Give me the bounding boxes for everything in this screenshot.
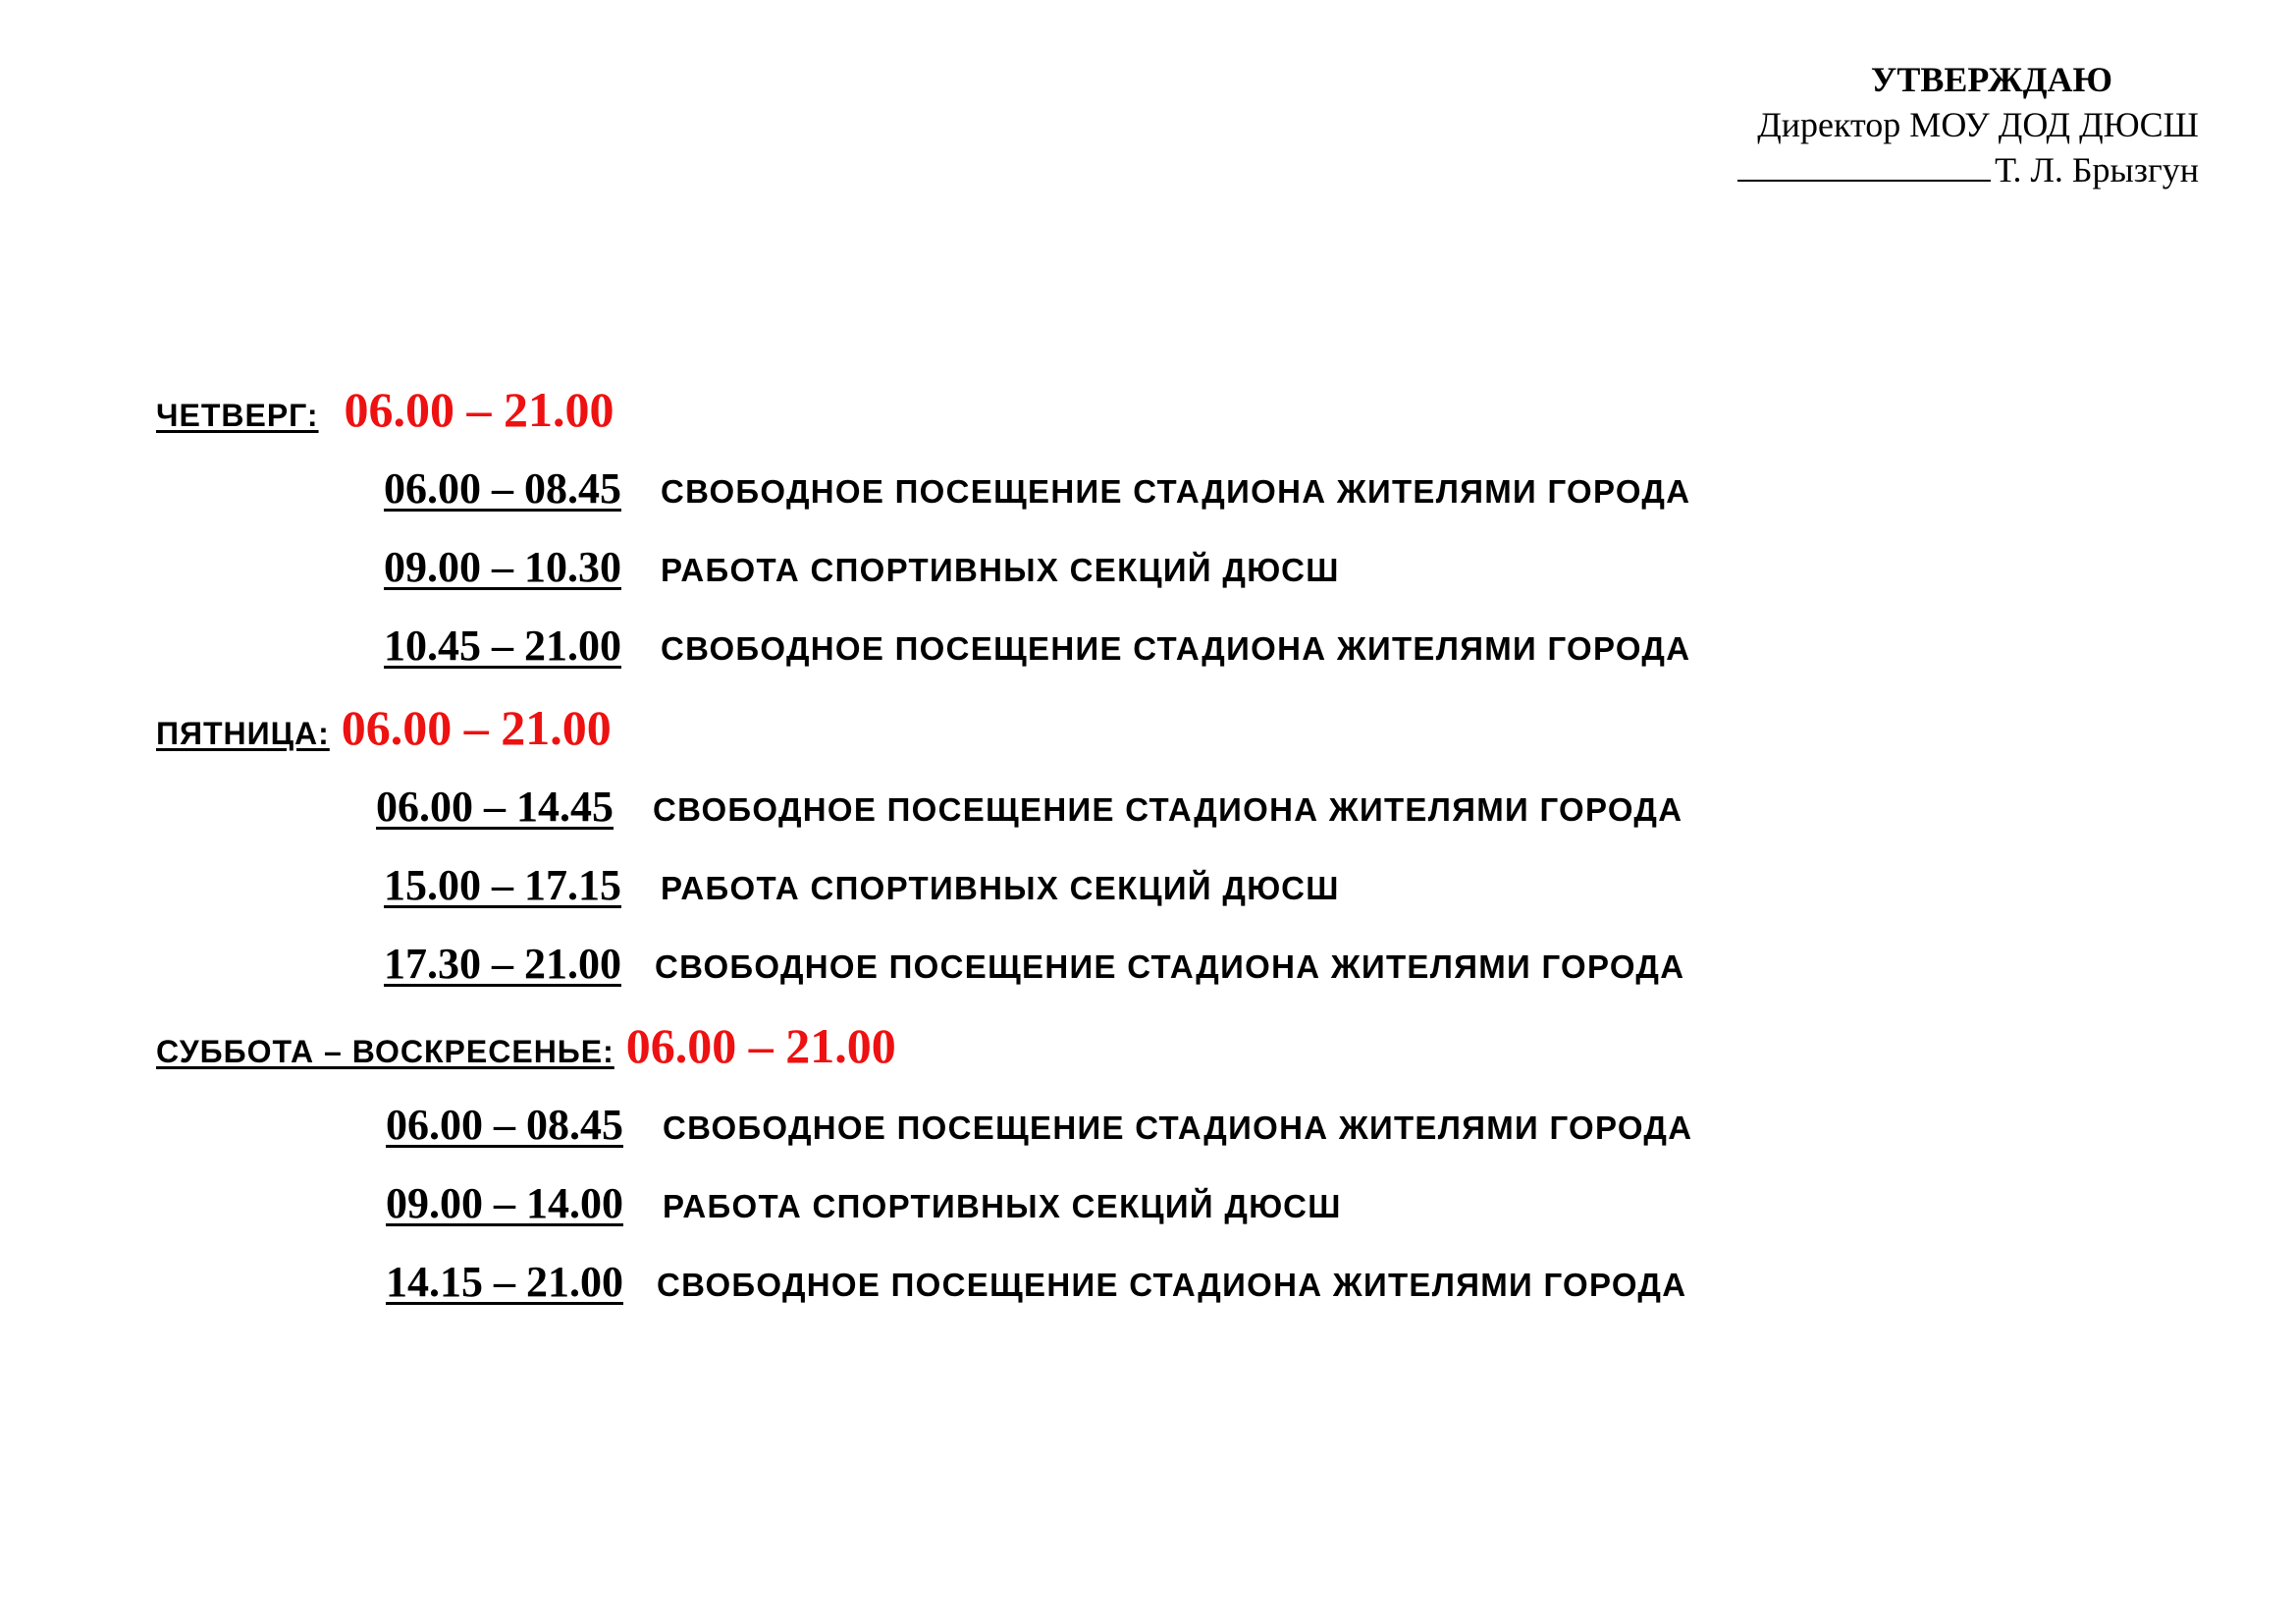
row-activity: СВОБОДНОЕ ПОСЕЩЕНИЕ СТАДИОНА ЖИТЕЛЯМИ ГОРОДА [653,791,1683,828]
day-label: ЧЕТВЕРГ: [156,398,319,433]
approval-title: УТВЕРЖДАЮ [1870,60,2112,99]
schedule-row [386,1101,1693,1149]
schedule-row [386,1179,1342,1227]
row-time: 17.30 – 21.00 [384,940,621,988]
signatory-name: Т. Л. Брызгун [1995,150,2199,189]
row-time: 06.00 – 14.45 [376,783,614,831]
row-time: 06.00 – 08.45 [386,1101,623,1149]
director-position: Директор МОУ ДОД ДЮСШ [1757,105,2199,144]
schedule-row [384,624,1690,668]
schedule-row [384,464,1691,513]
row-activity: СВОБОДНОЕ ПОСЕЩЕНИЕ СТАДИОНА ЖИТЕЛЯМИ ГОРОДА [661,630,1691,667]
row-time: 09.00 – 14.00 [386,1179,623,1227]
row-activity: СВОБОДНОЕ ПОСЕЩЕНИЕ СТАДИОНА ЖИТЕЛЯМИ ГОРОДА [663,1109,1693,1146]
day-header-weekend [156,1017,896,1074]
row-time: 14.15 – 21.00 [386,1258,623,1306]
row-activity: РАБОТА СПОРТИВНЫХ СЕКЦИЙ ДЮСШ [661,552,1340,588]
row-activity: СВОБОДНОЕ ПОСЕЩЕНИЕ СТАДИОНА ЖИТЕЛЯМИ ГОРОДА [657,1267,1687,1303]
row-activity: СВОБОДНОЕ ПОСЕЩЕНИЕ СТАДИОНА ЖИТЕЛЯМИ ГОРОДА [661,473,1691,510]
day-header-thursday [156,381,614,438]
row-time: 10.45 – 21.00 [384,622,621,670]
row-activity: РАБОТА СПОРТИВНЫХ СЕКЦИЙ ДЮСШ [663,1188,1342,1224]
day-hours: 06.00 – 21.00 [625,1018,896,1073]
row-time: 06.00 – 08.45 [384,464,621,513]
row-activity: СВОБОДНОЕ ПОСЕЩЕНИЕ СТАДИОНА ЖИТЕЛЯМИ ГОРОДА [655,948,1685,985]
schedule-row [384,543,1340,591]
day-label: ПЯТНИЦА: [156,716,330,751]
day-hours: 06.00 – 21.00 [341,700,612,755]
row-activity: РАБОТА СПОРТИВНЫХ СЕКЦИЙ ДЮСШ [661,870,1340,906]
day-label: СУББОТА – ВОСКРЕСЕНЬЕ: [156,1034,614,1069]
day-header-friday [156,699,612,756]
schedule-row [384,861,1340,909]
schedule-row [386,1258,1687,1306]
schedule-row [376,785,1682,829]
row-time: 09.00 – 10.30 [384,543,621,591]
row-time: 15.00 – 17.15 [384,861,621,909]
schedule-row [384,940,1685,988]
day-hours: 06.00 – 21.00 [344,382,614,437]
